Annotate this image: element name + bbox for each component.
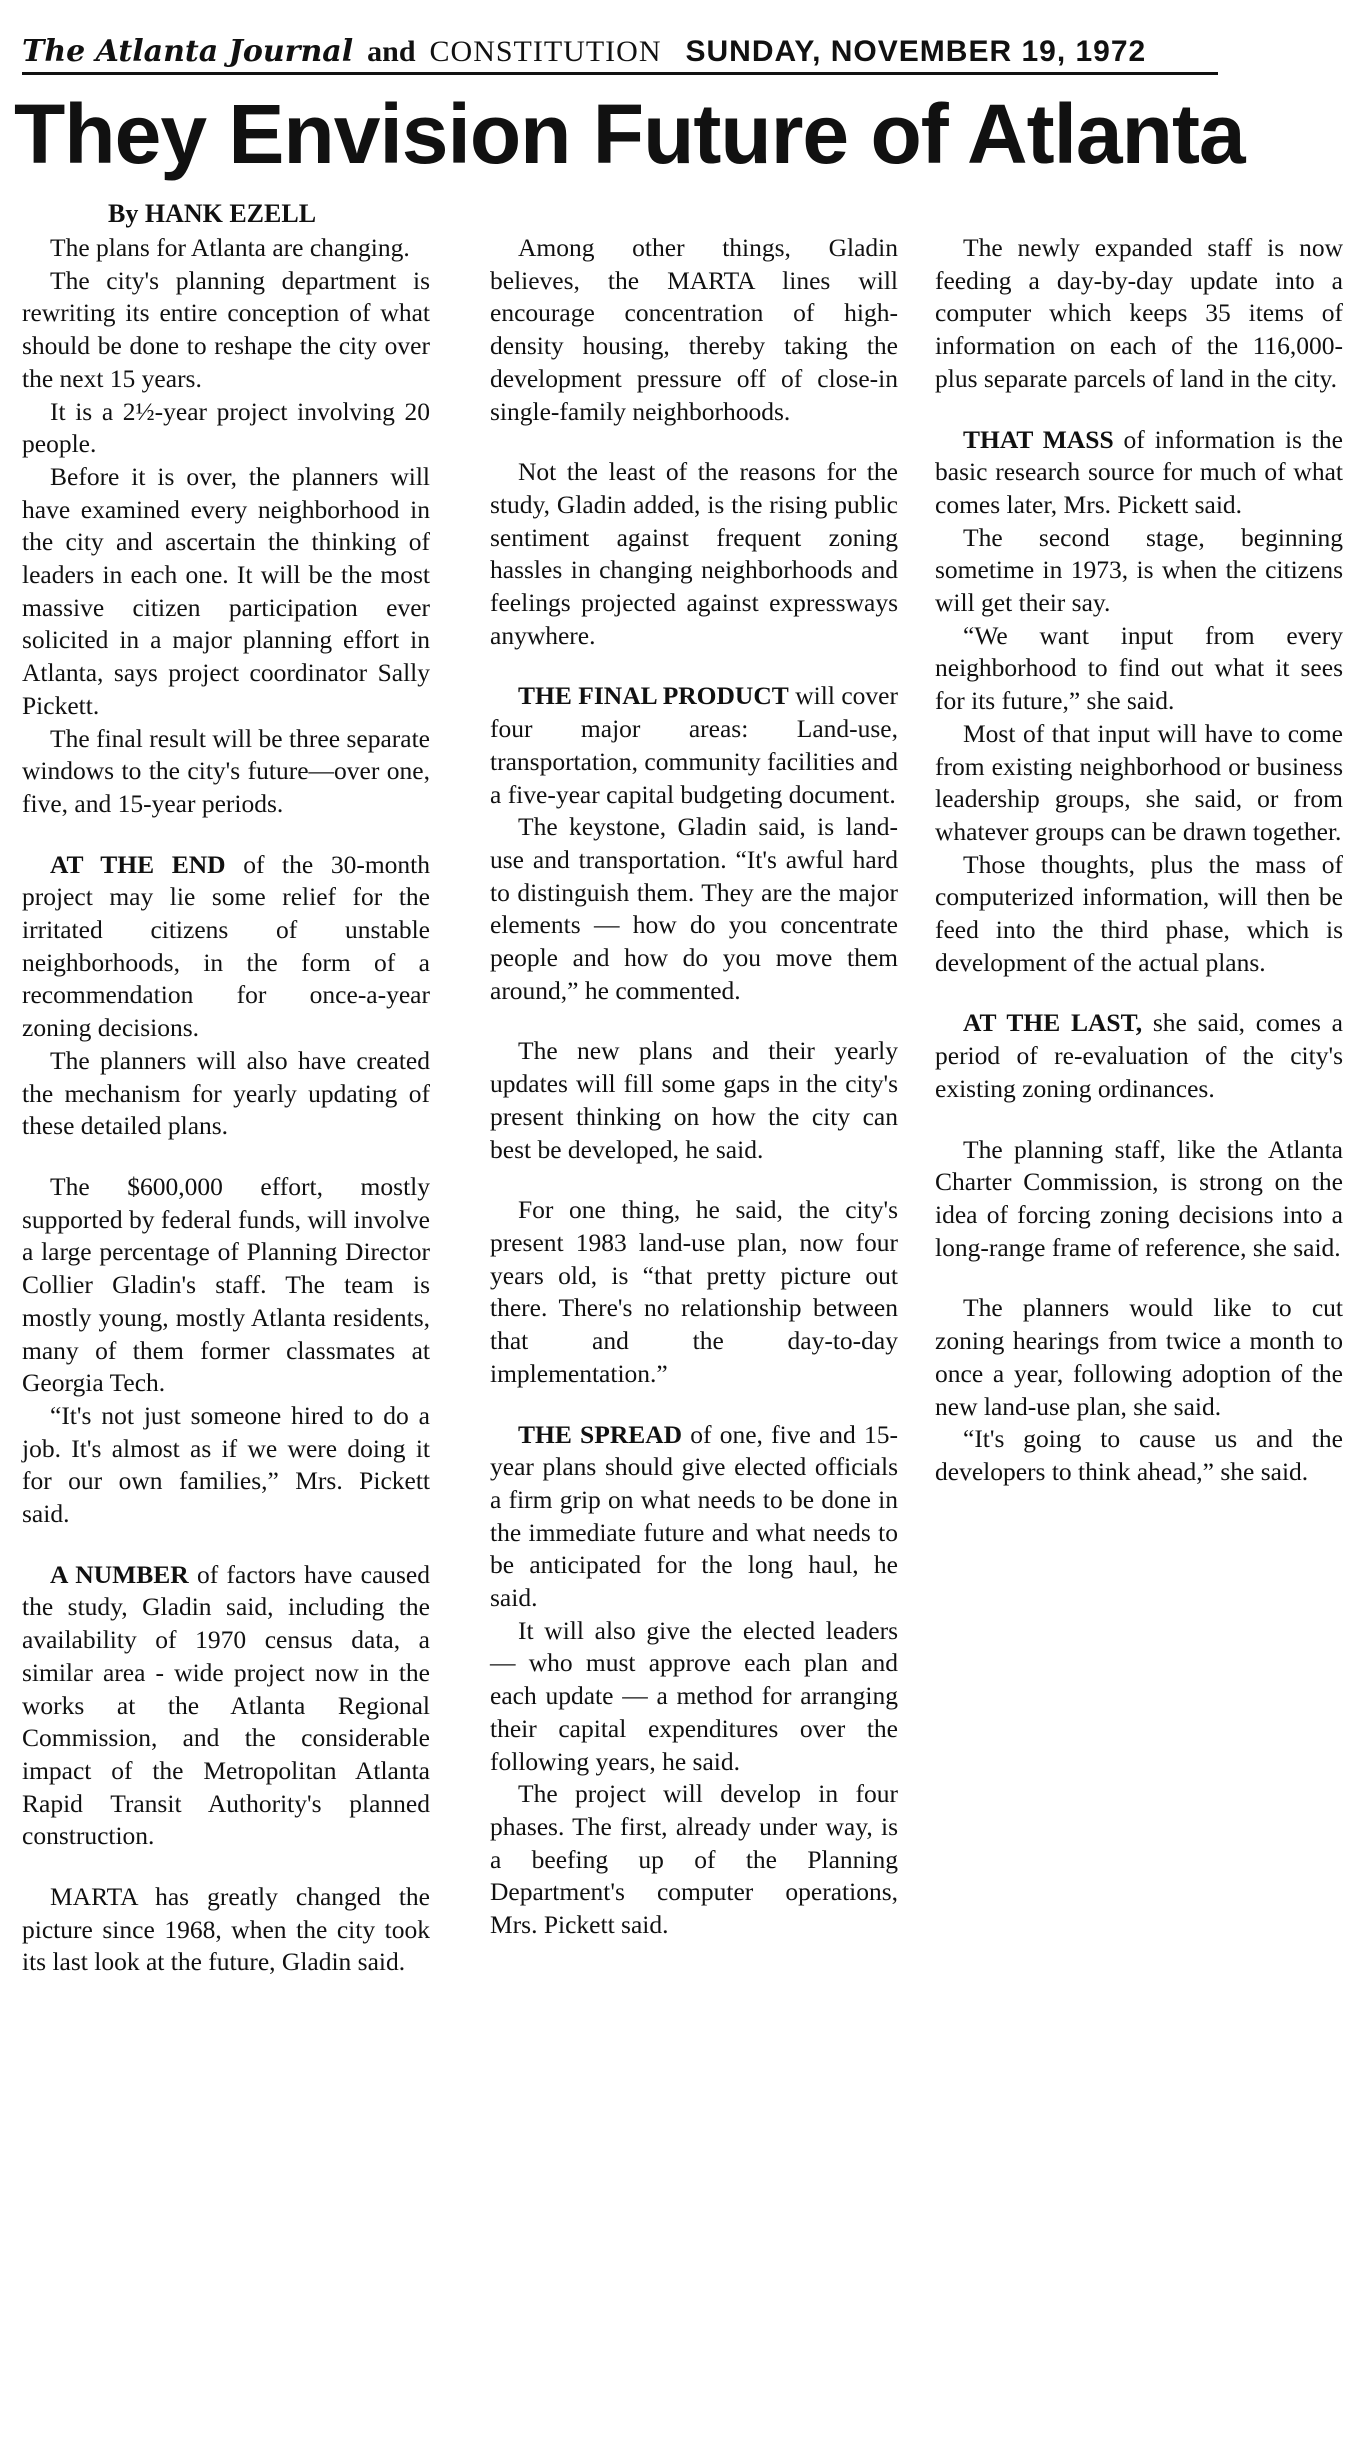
paragraph-text: Most of that input will have to come from existing neighborhood or business leadership groups, she said, or from whatever groups can be drawn together. <box>935 718 1343 846</box>
paragraph-lead-in: THE FINAL PRODUCT <box>518 681 789 711</box>
article-column-2 <box>490 232 898 1942</box>
masthead-constitution: CONSTITUTION <box>429 35 662 68</box>
article-paragraph <box>490 1615 898 1779</box>
article-paragraph <box>935 1423 1343 1488</box>
paragraph-text: of factors have caused the study, Gladin said, including the availability of 1970 census data, a similar area - wide project now in the works at the Atlanta Regional Commission, and the considerable impact of the Metropolitan Atlanta Rapid Transit Authority's planned construction. <box>22 1559 431 1851</box>
article-paragraph <box>935 718 1343 849</box>
paragraph-text: Among other things, Gladin believes, the MARTA lines will encourage concentration of high-density housing, thereby taking the development pressure off of close-in single-family neighborhoods. <box>490 233 898 426</box>
article-paragraph <box>935 849 1343 980</box>
paragraph-text: “We want input from every neighborhood to find out what it sees for its future,” she said. <box>935 620 1343 716</box>
article-paragraph <box>22 461 430 723</box>
article-paragraph <box>22 265 430 396</box>
article-paragraph <box>22 232 430 265</box>
article-paragraph <box>935 1292 1343 1423</box>
paragraph-text: It is a 2½-year project involving 20 people. <box>22 396 430 459</box>
paragraph-text: Not the least of the reasons for the study, Gladin added, is the rising public sentiment against frequent zoning hassles in changing neighborhoods and feelings projected against expressways anywhere. <box>490 457 898 650</box>
paragraph-text: The $600,000 effort, mostly supported by federal funds, will involve a large percentage of Planning Director Collier Gladin's staff. The team is mostly young, mostly Atlanta residents, many of them former classmates at Georgia Tech. <box>22 1171 430 1398</box>
paragraph-lead-in: THE SPREAD <box>518 1419 683 1449</box>
paragraph-text: “It's going to cause us and the developers to think ahead,” she said. <box>935 1424 1343 1486</box>
headline: They Envision Future of Atlanta <box>14 87 1245 181</box>
paragraph-text: It will also give the elected leaders — who must approve each plan and each update — a method for arranging their capital expenditures over the following years, he said. <box>490 1615 898 1776</box>
paragraph-text: will cover four major areas: Land-use, transportation, community facilities and a five-year capital budgeting document. <box>490 681 898 809</box>
article-paragraph <box>935 620 1343 718</box>
paragraph-text: The second stage, beginning sometime in 1973, is when the citizens will get their say. <box>935 522 1343 618</box>
article-column-1 <box>22 232 430 1979</box>
article-paragraph <box>490 456 898 652</box>
article-column-3 <box>935 232 1343 1489</box>
paragraph-lead-in: A NUMBER <box>50 1559 189 1589</box>
paragraph-text: The final result will be three separate windows to the city's future—over one, five, and 15-year periods. <box>22 723 430 818</box>
paragraph-text: The new plans and their yearly updates will fill some gaps in the city's present thinking on how the city can best be developed, he said. <box>490 1036 898 1164</box>
article-paragraph <box>22 1045 430 1143</box>
paragraph-text: of information is the basic research source for much of what comes later, Mrs. Pickett said. <box>935 424 1343 519</box>
paragraph-text: The city's planning department is rewriting its entire conception of what should be done to reshape the city over the next 15 years. <box>22 265 430 393</box>
article-paragraph <box>22 396 430 461</box>
article-paragraph <box>490 1778 898 1942</box>
article-paragraph <box>935 522 1343 620</box>
paragraph-text: The plans for Atlanta are changing. <box>50 233 410 262</box>
paragraph-text: she said, comes a period of re-evaluation of the city's existing zoning ordinances. <box>935 1008 1344 1103</box>
paragraph-text: “It's not just someone hired to do a job. It's almost as if we were doing it for our own families,” Mrs. Pickett said. <box>22 1400 430 1529</box>
paragraph-text: For one thing, he said, the city's present 1983 land-use plan, now four years old, is “that pretty picture out there. There's no relationship between that and the day-to-day implementation.” <box>490 1195 898 1388</box>
paragraph-text: The planners will also have created the mechanism for yearly updating of these detailed plans. <box>22 1045 430 1141</box>
article-paragraph <box>490 1035 898 1166</box>
article-paragraph <box>22 723 430 821</box>
article-paragraph <box>935 232 1343 396</box>
paragraph-lead-in: THAT MASS <box>963 424 1114 454</box>
article-paragraph <box>22 1559 430 1853</box>
paragraph-text: The planning staff, like the Atlanta Charter Commission, is strong on the idea of forcing zoning decisions into a long-range frame of reference, she said. <box>935 1134 1343 1262</box>
publication-date: SUNDAY, NOVEMBER 19, 1972 <box>685 35 1147 68</box>
article-paragraph <box>490 811 898 1007</box>
paragraph-text: of the 30-month project may lie some relief for the irritated citizens of unstable neighborhoods, in the form of a recommendation for once-a-year zoning decisions. <box>22 849 430 1043</box>
article-paragraph <box>935 1007 1343 1105</box>
paragraph-text: MARTA has greatly changed the picture since 1968, when the city took its last look at the future, Gladin said. <box>22 1882 430 1977</box>
masthead-and: and <box>367 35 416 68</box>
newspaper-name: The Atlanta Journal <box>22 34 354 69</box>
article-paragraph <box>490 1419 898 1615</box>
paragraph-text: The newly expanded staff is now feeding a day-by-day update into a computer which keeps 35 items of information on each of the 116,000-plus separate parcels of land in the city. <box>935 233 1343 393</box>
article-paragraph <box>22 1400 430 1531</box>
article-paragraph <box>490 232 898 428</box>
article-paragraph <box>22 1171 430 1400</box>
article-paragraph <box>22 1881 430 1979</box>
article-paragraph <box>935 424 1343 522</box>
article-paragraph <box>490 1194 898 1390</box>
paragraph-text: Those thoughts, plus the mass of computerized information, will then be feed into the third phase, which is development of the actual plans. <box>935 849 1343 977</box>
paragraph-text: of one, five and 15-year plans should give elected officials a firm grip on what needs to be done in the immediate future and what needs to be anticipated for the long haul, he said. <box>490 1419 898 1613</box>
paragraph-lead-in: AT THE END <box>50 849 226 879</box>
paragraph-text: Before it is over, the planners will have examined every neighborhood in the city and ascertain the thinking of leaders in each one. It will be the most massive citizen participation ever solicited in a major planning effort in Atlanta, says project coordinator Sally Pickett. <box>22 461 430 720</box>
paragraph-text: The project will develop in four phases. The first, already under way, is a beefing up of the Planning Department's computer operations, Mrs. Pickett said. <box>490 1779 898 1940</box>
article-paragraph <box>935 1134 1343 1265</box>
paragraph-text: The keystone, Gladin said, is land-use and transportation. “It's awful hard to distinguish them. They are the major elements — how do you concentrate people and how do you move them around,” he commented. <box>490 812 898 1005</box>
masthead <box>22 26 1218 75</box>
byline: By HANK EZELL <box>108 199 317 228</box>
article-paragraph <box>490 680 898 811</box>
article-paragraph <box>22 849 430 1045</box>
paragraph-text: The planners would like to cut zoning hearings from twice a month to once a year, following adoption of the new land-use plan, she said. <box>935 1293 1343 1421</box>
paragraph-lead-in: AT THE LAST, <box>963 1008 1143 1038</box>
